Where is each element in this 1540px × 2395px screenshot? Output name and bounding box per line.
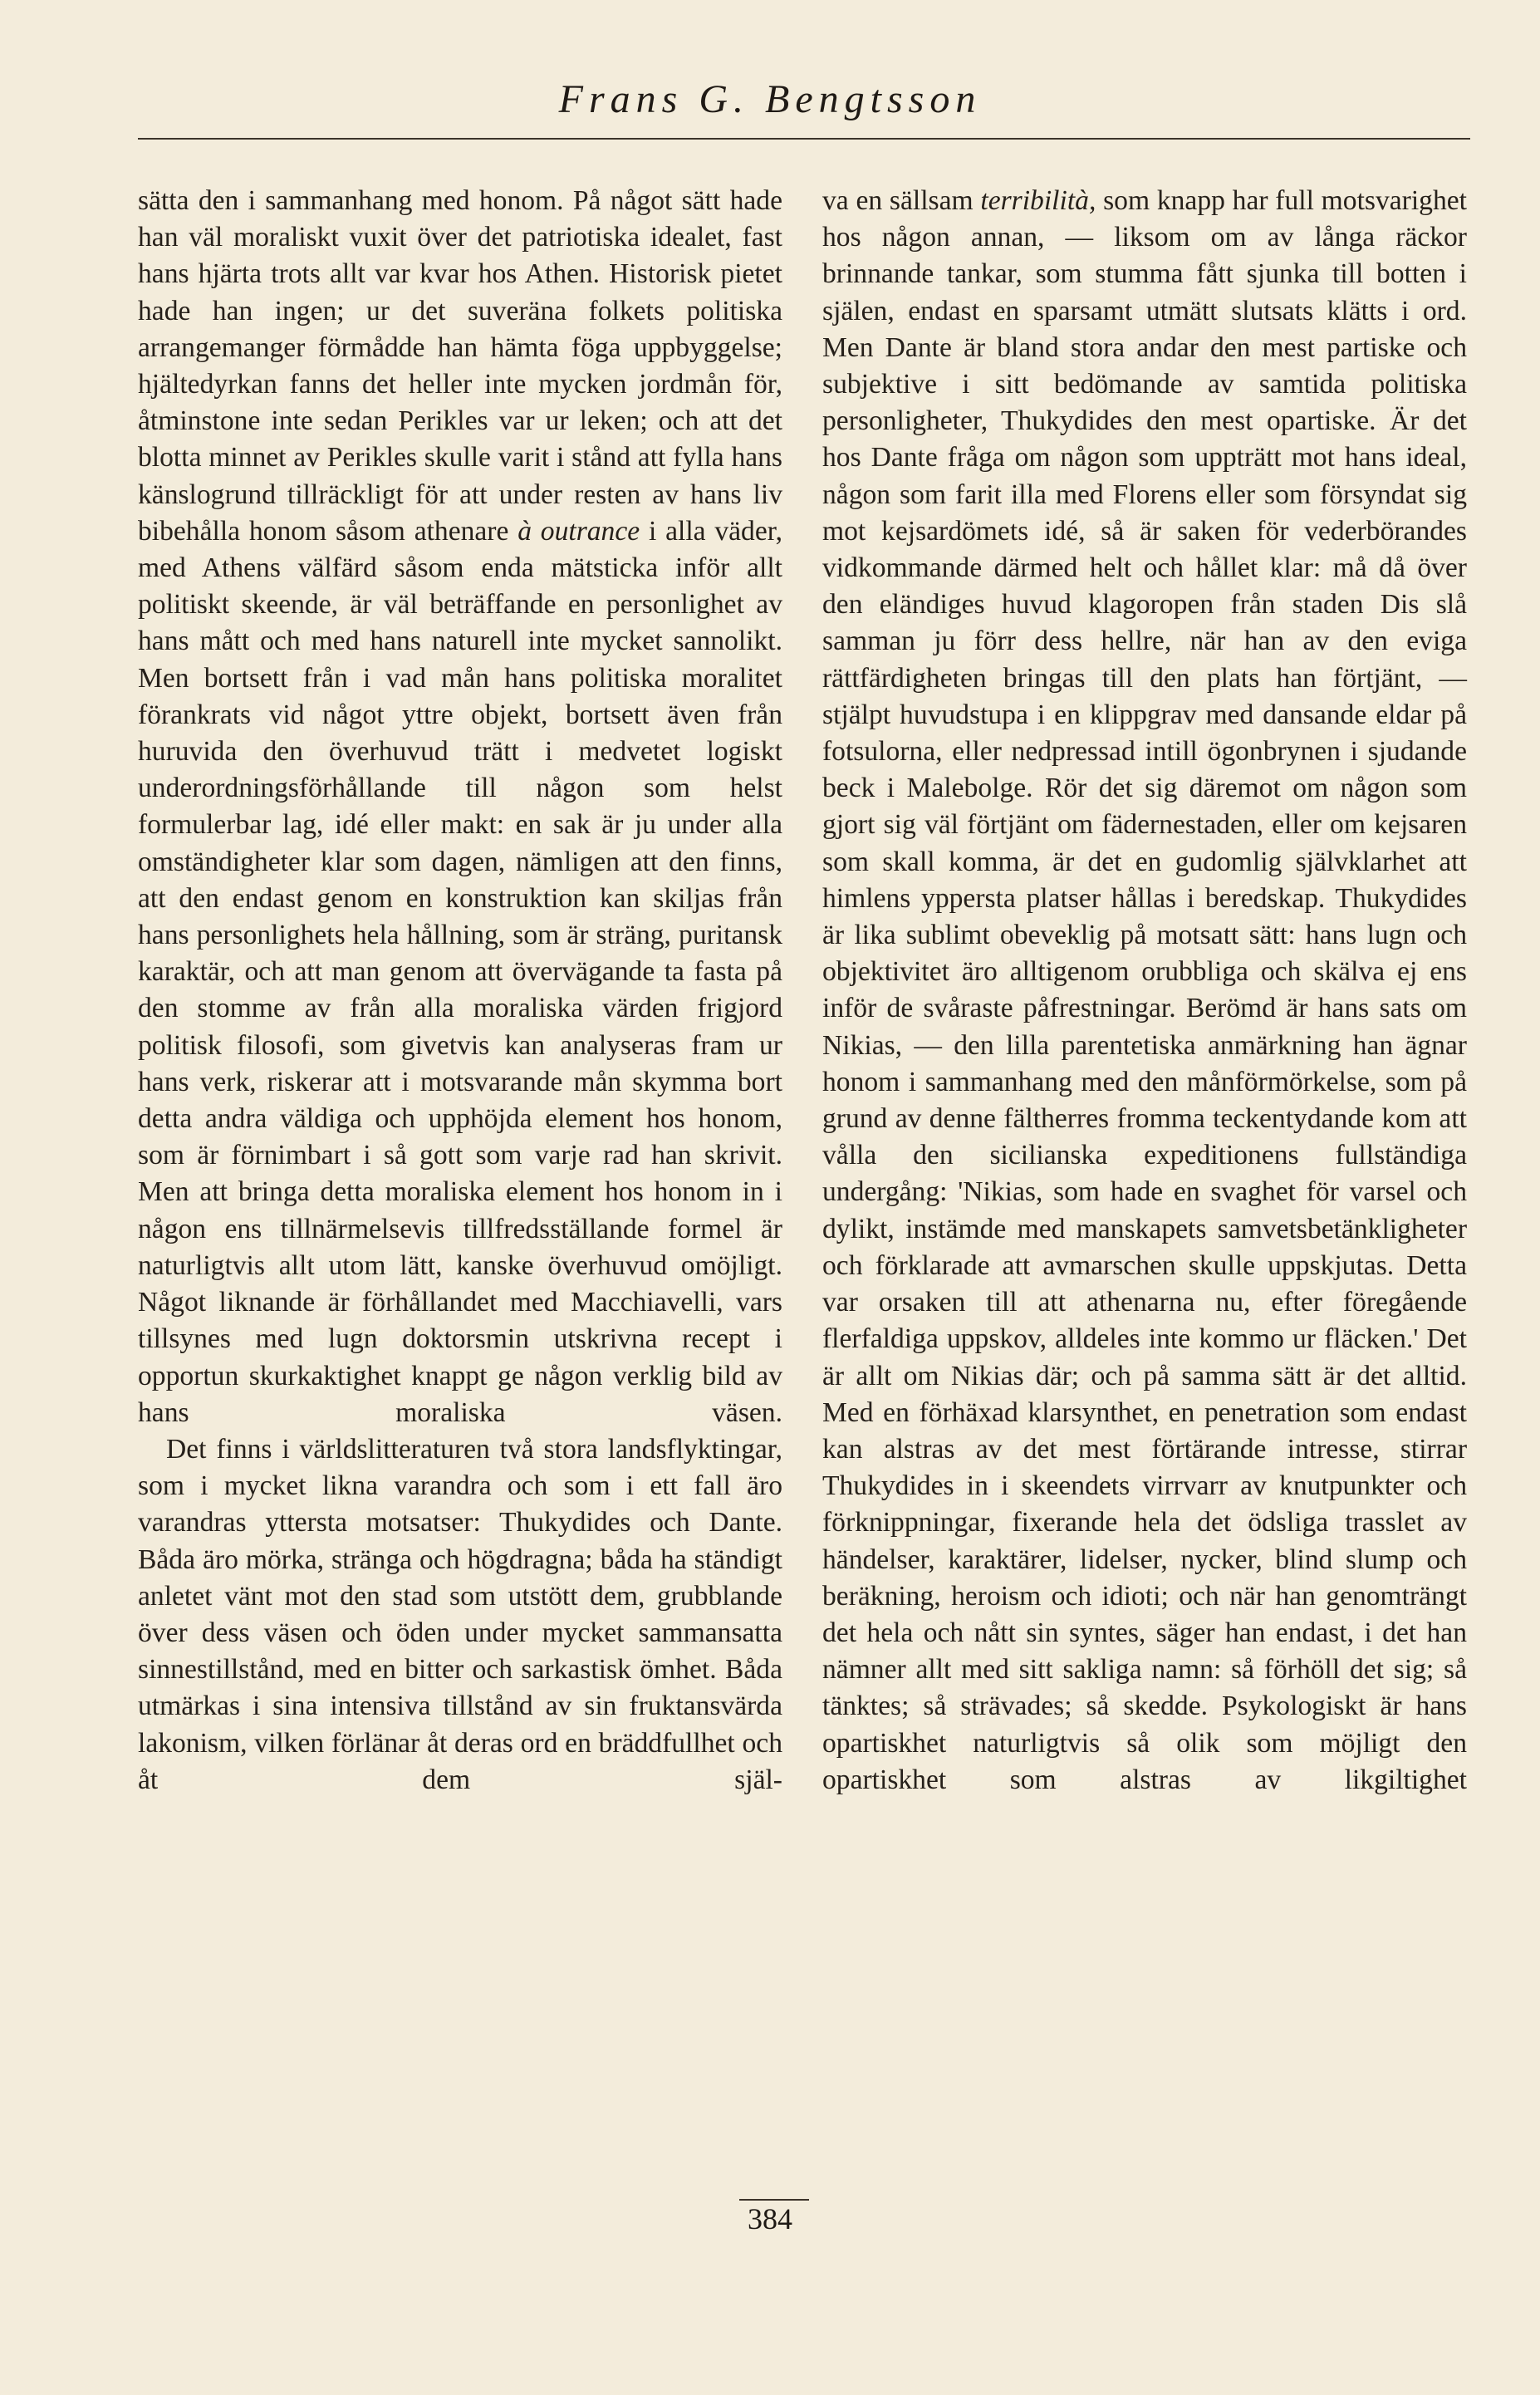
header-rule (138, 138, 1470, 140)
paragraph (822, 183, 1467, 1799)
running-head: Frans G. Bengtsson (558, 77, 982, 121)
paragraph-text: sätta den i sammanhang med honom. På något sätt hade han väl moraliskt vuxit över det patriotiska idealet, fast hans hjärta trots allt var kvar hos Athen. Historisk pietet hade han ingen; ur det suveräna folkets politiska arrangemanger förmådde han hämta föga uppbyggelse; hjältedyrkan fanns det heller inte mycken jordmån för, åtminstone inte sedan Perikles var ur leken; och att det blotta minnet av Perikles skulle varit i stånd att fylla hans känslogrund tillräckligt för att under resten av hans liv bibehålla honom såsom athenare (138, 185, 782, 547)
right-column (822, 183, 1467, 1799)
page-number: 384 (748, 2202, 792, 2235)
paragraph-text: i alla väder, med Athens välfärd såsom enda mätsticka inför allt politiskt skeende, är väl beträffande en personlighet av hans mått och med hans naturell inte mycket sannolikt. Men bortsett från i vad mån hans politiska moralitet förankrats vid något yttre objekt, bortsett även från huruvida den överhuvud trätt i medvetet logiskt underordningsförhållande till någon som helst formulerbar lag, idé eller makt: en sak är ju under alla omständigheter klar som dagen, nämligen att den finns, att den endast genom en konstruktion kan skiljas från hans personlighets hela hållning, som är sträng, puritansk karaktär, och att man genom att övervägande ta fasta på den stomme av från alla moraliska värden frigjord politisk filosofi, som givetvis kan analyseras fram ur hans verk, riskerar att i motsvarande mån skymma bort detta andra väldiga och upphöjda element hos honom, som är förnimbart i så gott som varje rad han skrivit. Men att bringa detta moraliska element hos honom in i någon ens tillnärmelsevis tillfredsställande formel är naturligtvis allt utom lätt, kanske överhuvud omöjligt. Något liknande är förhållandet med Macchiavelli, vars tillsynes med lugn doktorsmin utskrivna recept i opportun skurkaktighet knappt ge någon verklig bild av hans moraliska väsen. (138, 515, 782, 1428)
paragraph-text: va en sällsam (822, 185, 981, 216)
italic-phrase: à outrance (517, 515, 640, 547)
paragraph-text: som knapp har full motsvarighet hos någon annan, — liksom om av långa räckor brinnande tankar, som stumma fått sjunka till botten i själen, endast en sparsamt utmätt slutsats klätts i ord. Men Dante är bland stora andar den mest partiske och subjektive i sitt bedömande av samtida politiska personligheter, Thukydides den mest opartiske. Är det hos Dante fråga om någon som uppträtt mot hans ideal, någon som farit illa med Florens eller som försyndat sig mot kejsardömets idé, så är saken för vederbörandes vidkommande därmed helt och hållet klar: må då över den eländiges huvud klagoropen från staden Dis slå samman ju förr dess hellre, när han av den eviga rättfärdigheten bringas till den plats han förtjänt, — stjälpt huvudstupa i en klippgrav med dansande eldar på fotsulorna, eller nedpressad intill ögonbrynen i sjudande beck i Malebolge. Rör det sig däremot om någon som gjort sig väl förtjänt om fädernestaden, eller om kejsaren som skall komma, är det en gudomlig självklarhet att himlens yppersta platser hållas i beredskap. Thukydides är lika sublimt obeveklig på motsatt sätt: hans lugn och objektivitet äro alltigenom orubbliga och skälva ej ens inför de svåraste påfrestningar. Berömd är hans sats om Nikias, — den lilla parentetiska anmärkning han ägnar honom i sammanhang med den månförmörkelse, som på grund av denne fältherres fromma teckentydande kom att vålla den sicilianska expeditionens fullständiga undergång: 'Nikias, som hade en svaghet för varsel och dylikt, instämde med manskapets samvetsbetänkligheter och förklarade att avmarschen skulle uppskjutas. Detta var orsaken till att athenarna nu, efter föregående flerfaldiga uppskov, alldeles inte kommo ur fläcken.' Det är allt om Nikias där; och på samma sätt är det alltid. Med en förhäxad klarsynthet, en penetration som endast kan alstras av det mest förtärande intresse, stirrar Thukydides in i skeendets virrvarr av knutpunkter och förknippningar, fixerande hela det ödsliga trasslet av händelser, karaktärer, lidelser, nycker, blind slump och beräkning, heroism och idioti; och när han genomträngt det hela och nått sin syntes, säger han endast, i det han nämner allt med sitt sakliga namn: så förhöll det sig; så tänktes; så strävades; så skedde. Psykologiskt är hans opartiskhet naturligtvis så olik som möjligt den opartiskhet som alstras av likgiltighet (822, 185, 1467, 1795)
left-column (138, 183, 782, 1799)
paragraph: Det finns i världslitteraturen två stora landsflyktingar, som i mycket likna varandra och som i ett fall äro varandras yttersta motsatser: Thukydides och Dante. Båda äro mörka, stränga och högdragna; båda ha ständigt anletet vänt mot den stad som utstött dem, grubblande över dess väsen och öden under mycket sammansatta sinnestillstånd, med en bitter och sarkastisk ömhet. Båda utmärkas i sina intensiva tillstånd av sin fruktansvärda lakonism, vilken förlänar åt deras ord en bräddfullhet och åt dem själ- (138, 1433, 782, 1795)
paragraph (138, 183, 782, 1431)
page-number-rule (739, 2199, 809, 2201)
italic-phrase: terribilità, (980, 185, 1096, 216)
